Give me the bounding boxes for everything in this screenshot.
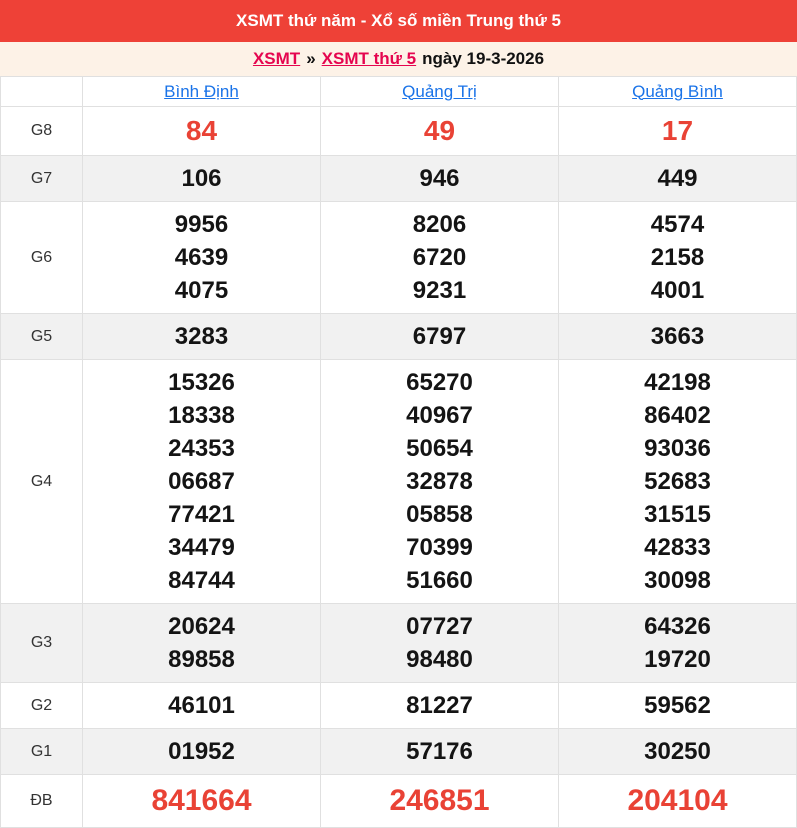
prize-row-G4 [1, 360, 797, 604]
prize-row-G3 [1, 604, 797, 683]
prize-cell [321, 360, 559, 604]
prize-number: 9956 [174, 211, 229, 238]
prize-number: 204104 [627, 784, 728, 817]
prize-number: 946 [419, 165, 460, 192]
prize-number: 4574 [650, 211, 705, 238]
prize-cell [83, 604, 321, 683]
results-body [1, 107, 797, 828]
prize-number: 6720 [412, 244, 467, 271]
prize-cell [83, 202, 321, 314]
prize-number: 6797 [412, 323, 467, 350]
prize-number: 93036 [644, 435, 711, 462]
prize-number: 31515 [644, 501, 711, 528]
corner-cell [1, 77, 83, 107]
prize-number: 30098 [644, 567, 711, 594]
prize-cell [321, 729, 559, 775]
prize-cell [559, 107, 797, 156]
prize-number: 42198 [644, 369, 711, 396]
prize-label: G2 [1, 683, 83, 729]
prize-number: 3283 [174, 323, 229, 350]
province-link[interactable]: Bình Định [164, 81, 239, 101]
breadcrumb-link-xsmt-thu-5[interactable]: XSMT thứ 5 [321, 49, 417, 68]
prize-label: G4 [1, 360, 83, 604]
prize-cell [321, 314, 559, 360]
prize-cell [321, 107, 559, 156]
province-header-row [1, 77, 797, 107]
prize-number: 07727 [406, 613, 473, 640]
breadcrumb-date: ngày 19-3-2026 [422, 49, 545, 68]
prize-row-G5 [1, 314, 797, 360]
breadcrumb [0, 42, 797, 76]
prize-number: 86402 [644, 402, 711, 429]
prize-row-G7 [1, 156, 797, 202]
prize-row-G1 [1, 729, 797, 775]
prize-cell [559, 729, 797, 775]
prize-number: 24353 [168, 435, 235, 462]
prize-number: 05858 [406, 501, 473, 528]
page-header [0, 0, 797, 42]
prize-number: 64326 [644, 613, 711, 640]
prize-cell [83, 107, 321, 156]
province-link[interactable]: Quảng Bình [632, 81, 723, 101]
prize-label: G5 [1, 314, 83, 360]
prize-label: G3 [1, 604, 83, 683]
prize-cell [559, 683, 797, 729]
prize-number: 2158 [650, 244, 705, 271]
province-header [559, 77, 797, 107]
prize-number: 106 [181, 165, 222, 192]
prize-number: 19720 [644, 646, 711, 673]
prize-number: 06687 [168, 468, 235, 495]
prize-label: G6 [1, 202, 83, 314]
prize-number: 449 [657, 165, 698, 192]
prize-number: 65270 [406, 369, 473, 396]
prize-number: 50654 [406, 435, 473, 462]
prize-number: 81227 [406, 692, 473, 719]
prize-number: 20624 [168, 613, 235, 640]
prize-number: 77421 [168, 501, 235, 528]
prize-cell [83, 156, 321, 202]
prize-label: G7 [1, 156, 83, 202]
prize-number: 51660 [406, 567, 473, 594]
prize-number: 841664 [151, 784, 252, 817]
prize-number: 40967 [406, 402, 473, 429]
prize-number: 89858 [168, 646, 235, 673]
prize-label: G8 [1, 107, 83, 156]
prize-number: 57176 [406, 738, 473, 765]
prize-number: 98480 [406, 646, 473, 673]
prize-number: 3663 [650, 323, 705, 350]
prize-cell [83, 775, 321, 828]
prize-cell [559, 604, 797, 683]
prize-row-G2 [1, 683, 797, 729]
prize-number: 49 [423, 115, 456, 146]
prize-cell [559, 156, 797, 202]
prize-number: 30250 [644, 738, 711, 765]
prize-cell [321, 156, 559, 202]
prize-row-G8 [1, 107, 797, 156]
prize-cell [321, 683, 559, 729]
prize-cell [83, 360, 321, 604]
prize-cell [559, 775, 797, 828]
prize-number: 01952 [168, 738, 235, 765]
prize-number: 15326 [168, 369, 235, 396]
prize-number: 59562 [644, 692, 711, 719]
prize-label: ĐB [1, 775, 83, 828]
prize-row-G6 [1, 202, 797, 314]
prize-cell [559, 360, 797, 604]
prize-number: 9231 [412, 277, 467, 304]
prize-cell [83, 729, 321, 775]
prize-label: G1 [1, 729, 83, 775]
prize-number: 32878 [406, 468, 473, 495]
prize-number: 70399 [406, 534, 473, 561]
prize-number: 34479 [168, 534, 235, 561]
prize-number: 246851 [389, 784, 490, 817]
prize-number: 17 [661, 115, 694, 146]
prize-cell [321, 775, 559, 828]
province-header [83, 77, 321, 107]
prize-cell [83, 314, 321, 360]
prize-number: 4639 [174, 244, 229, 271]
prize-number: 42833 [644, 534, 711, 561]
prize-number: 46101 [168, 692, 235, 719]
prize-cell [559, 314, 797, 360]
prize-number: 8206 [412, 211, 467, 238]
prize-number: 84 [185, 115, 218, 146]
prize-number: 4075 [174, 277, 229, 304]
prize-number: 52683 [644, 468, 711, 495]
prize-cell [559, 202, 797, 314]
prize-row-ĐB [1, 775, 797, 828]
prize-cell [321, 202, 559, 314]
province-header [321, 77, 559, 107]
province-link[interactable]: Quảng Trị [402, 81, 477, 101]
prize-cell [83, 683, 321, 729]
results-table [0, 76, 797, 828]
prize-cell [321, 604, 559, 683]
breadcrumb-separator: » [306, 49, 316, 68]
page-title: XSMT thứ năm - Xổ số miền Trung thứ 5 [236, 11, 561, 30]
prize-number: 18338 [168, 402, 235, 429]
prize-number: 4001 [650, 277, 705, 304]
breadcrumb-link-xsmt[interactable]: XSMT [252, 49, 301, 68]
prize-number: 84744 [168, 567, 235, 594]
